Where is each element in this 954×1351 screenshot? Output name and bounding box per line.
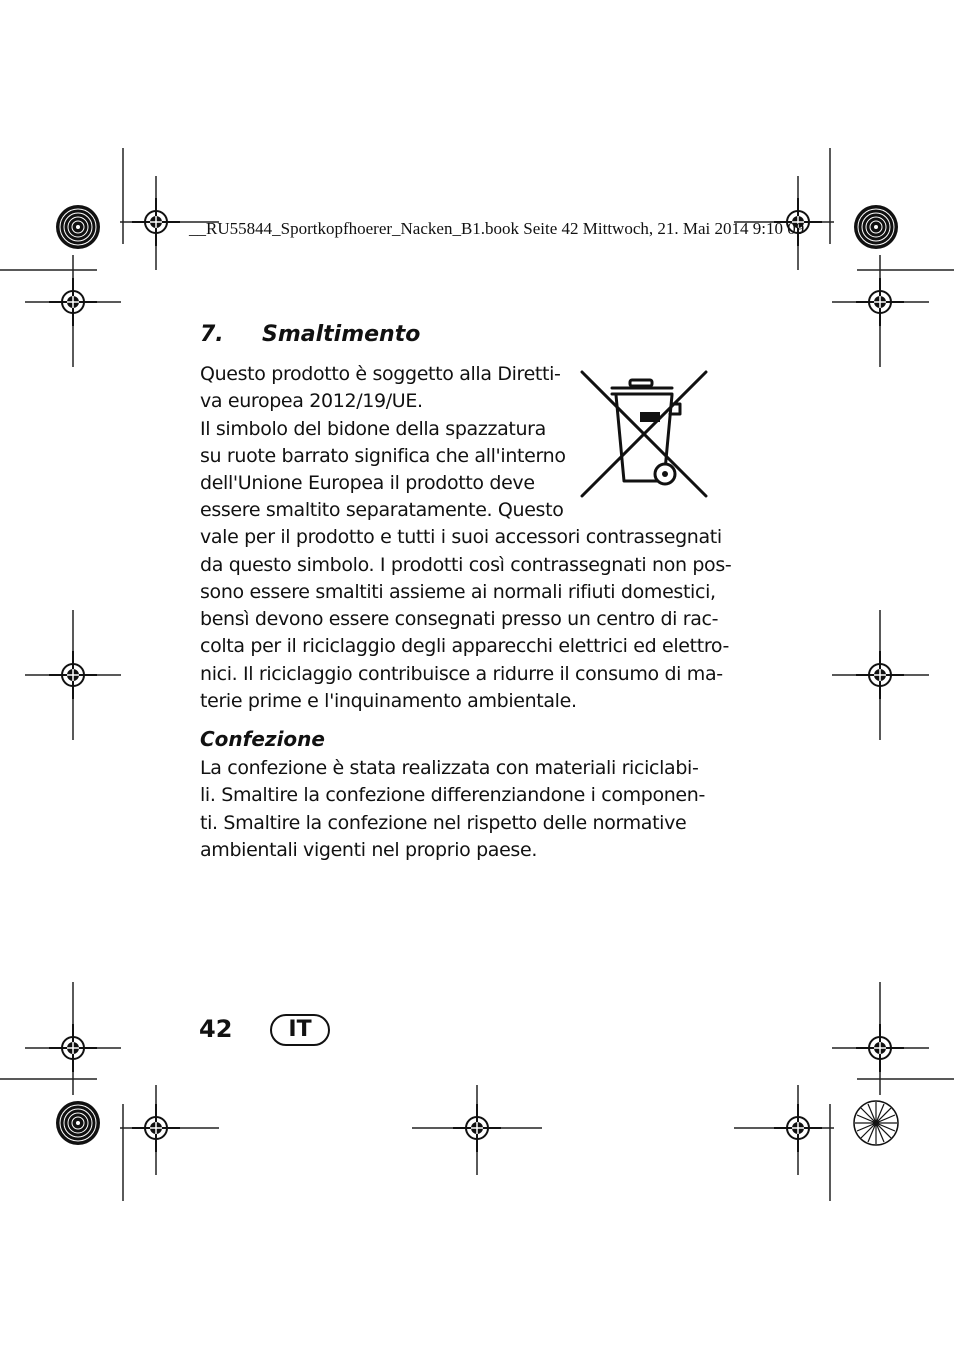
section-number: 7. xyxy=(200,322,224,347)
text-line: da questo simbolo. I prodotti così contrassegnati non pos- xyxy=(200,554,732,576)
subsection-title: Confezione xyxy=(200,727,325,751)
language-badge: IT xyxy=(270,1014,330,1046)
section-heading xyxy=(200,322,420,347)
text-line: ti. Smaltire la confezione nel rispetto delle normative xyxy=(200,812,687,834)
registration-mark-icon xyxy=(49,1024,97,1072)
print-slug: __RU55844_Sportkopfhoerer_Nacken_B1.book Seite 42 Mittwoch, 21. Mai 2014 9:10 09 xyxy=(189,219,805,238)
registration-mark-icon xyxy=(453,1104,501,1152)
crossed-out-wheelie-bin-icon xyxy=(578,368,710,500)
registration-mark-icon xyxy=(49,278,97,326)
text-line: su ruote barrato significa che all'interno xyxy=(200,445,566,467)
color-bar-starburst-icon xyxy=(56,205,100,249)
text-line: colta per il riciclaggio degli apparecchi elettrici ed elettro- xyxy=(200,635,730,657)
registration-mark-icon xyxy=(856,278,904,326)
text-line: va europea 2012/19/UE. xyxy=(200,390,423,412)
registration-mark-icon xyxy=(49,651,97,699)
text-line: Il simbolo del bidone della spazzatura xyxy=(200,418,546,440)
registration-mark-icon xyxy=(132,1104,180,1152)
text-line: sono essere smaltiti assieme ai normali rifiuti domestici, xyxy=(200,581,716,603)
section-title: Smaltimento xyxy=(262,322,421,347)
registration-mark-icon xyxy=(774,1104,822,1152)
text-line: dell'Unione Europea il prodotto deve xyxy=(200,472,535,494)
text-line: essere smaltito separatamente. Questo xyxy=(200,499,564,521)
registration-mark-icon xyxy=(856,651,904,699)
color-bar-starburst-icon xyxy=(56,1101,100,1145)
text-line: bensì devono essere consegnati presso un centro di rac- xyxy=(200,608,719,630)
text-line: ambientali vigenti nel proprio paese. xyxy=(200,839,538,861)
text-line: vale per il prodotto e tutti i suoi accessori contrassegnati xyxy=(200,526,722,548)
text-line: li. Smaltire la confezione differenziandone i componen- xyxy=(200,784,705,806)
color-bar-starburst-icon xyxy=(854,1101,898,1145)
registration-mark-icon xyxy=(132,198,180,246)
color-bar-starburst-icon xyxy=(854,205,898,249)
registration-mark-icon xyxy=(856,1024,904,1072)
text-line: Questo prodotto è soggetto alla Diretti- xyxy=(200,363,561,385)
page-number: 42 xyxy=(199,1015,233,1043)
text-line: La confezione è stata realizzata con materiali riciclabi- xyxy=(200,757,699,779)
text-line: terie prime e l'inquinamento ambientale. xyxy=(200,690,577,712)
text-line: nici. Il riciclaggio contribuisce a ridurre il consumo di ma- xyxy=(200,663,723,685)
